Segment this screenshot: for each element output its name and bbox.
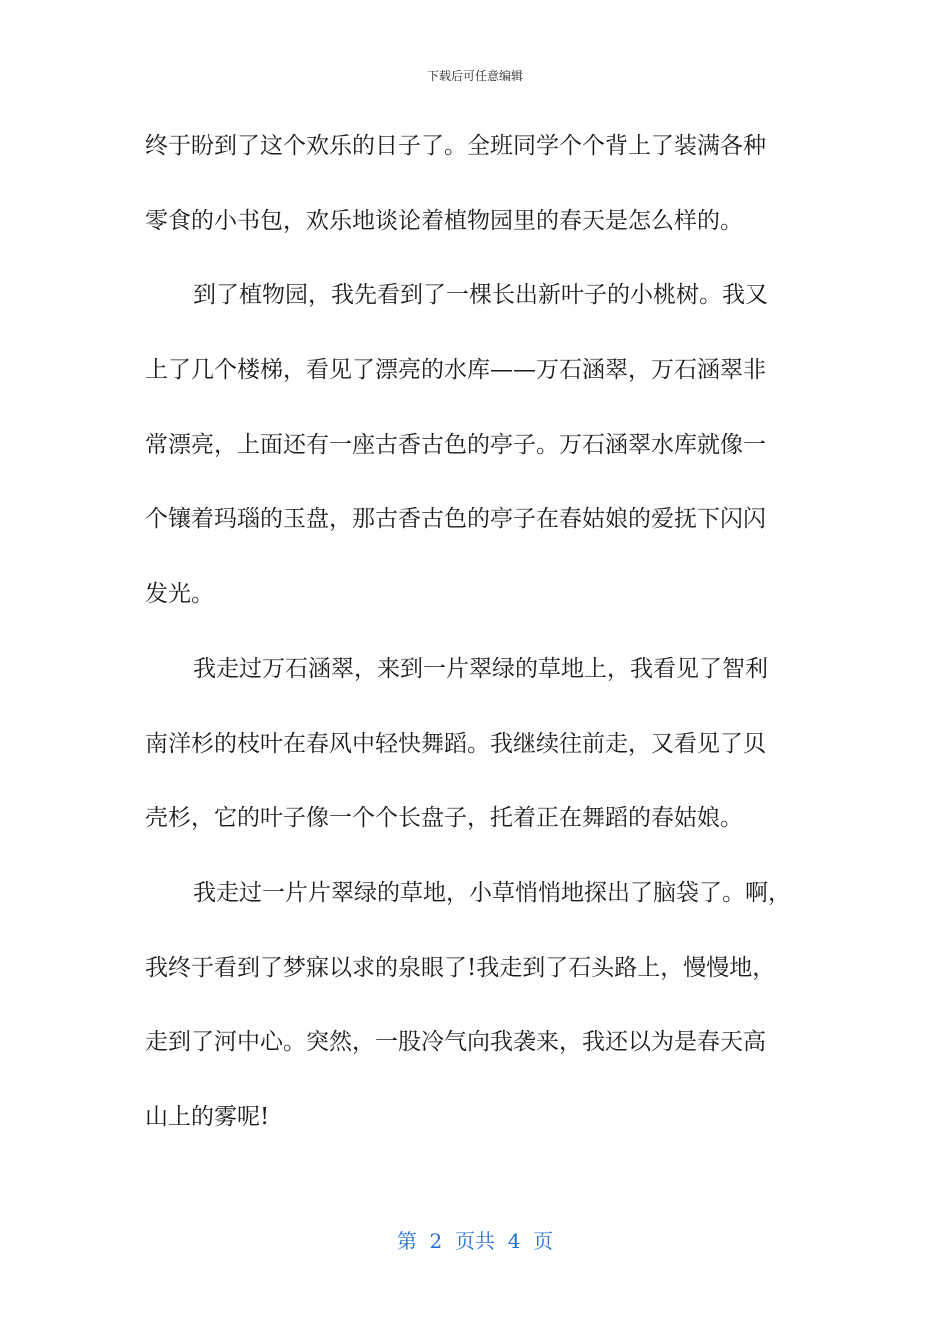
- page-header: 下载后可任意编辑: [426, 69, 523, 83]
- text-line: 我走过一片片翠绿的草地，小草悄悄地探出了脑袋了。啊，: [193, 879, 791, 906]
- body-text: [145, 124, 805, 1170]
- page-number-footer: 第 2 页共 4 页: [396, 1229, 554, 1253]
- text-line: 壳杉，它的叶子像一个个长盘子，托着正在舞蹈的春姑娘。: [145, 805, 743, 832]
- text-line: 南洋杉的枝叶在春风中轻快舞蹈。我继续往前走，又看见了贝: [145, 730, 766, 757]
- text-line: 零食的小书包，欢乐地谈论着植物园里的春天是怎么样的。: [145, 207, 743, 234]
- text-line: 常漂亮，上面还有一座古香古色的亭子。万石涵翠水库就像一: [145, 431, 766, 458]
- text-line: 到了植物园，我先看到了一棵长出新叶子的小桃树。我又: [193, 282, 768, 309]
- text-line: 个镶着玛瑙的玉盘，那古香古色的亭子在春姑娘的爱抚下闪闪: [145, 506, 766, 533]
- text-line: 山上的雾呢!: [145, 1103, 270, 1130]
- text-line: 走到了河中心。突然，一股冷气向我袭来，我还以为是春天高: [145, 1029, 766, 1056]
- text-line: 发光。: [145, 581, 214, 608]
- text-line: 上了几个楼梯，看见了漂亮的水库——万石涵翠，万石涵翠非: [145, 357, 766, 384]
- text-line: 我终于看到了梦寐以求的泉眼了!我走到了石头路上，慢慢地，: [145, 954, 776, 981]
- text-line: 我走过万石涵翠，来到一片翠绿的草地上，我看见了智利: [193, 655, 768, 682]
- text-line: 终于盼到了这个欢乐的日子了。全班同学个个背上了装满各种: [145, 133, 766, 159]
